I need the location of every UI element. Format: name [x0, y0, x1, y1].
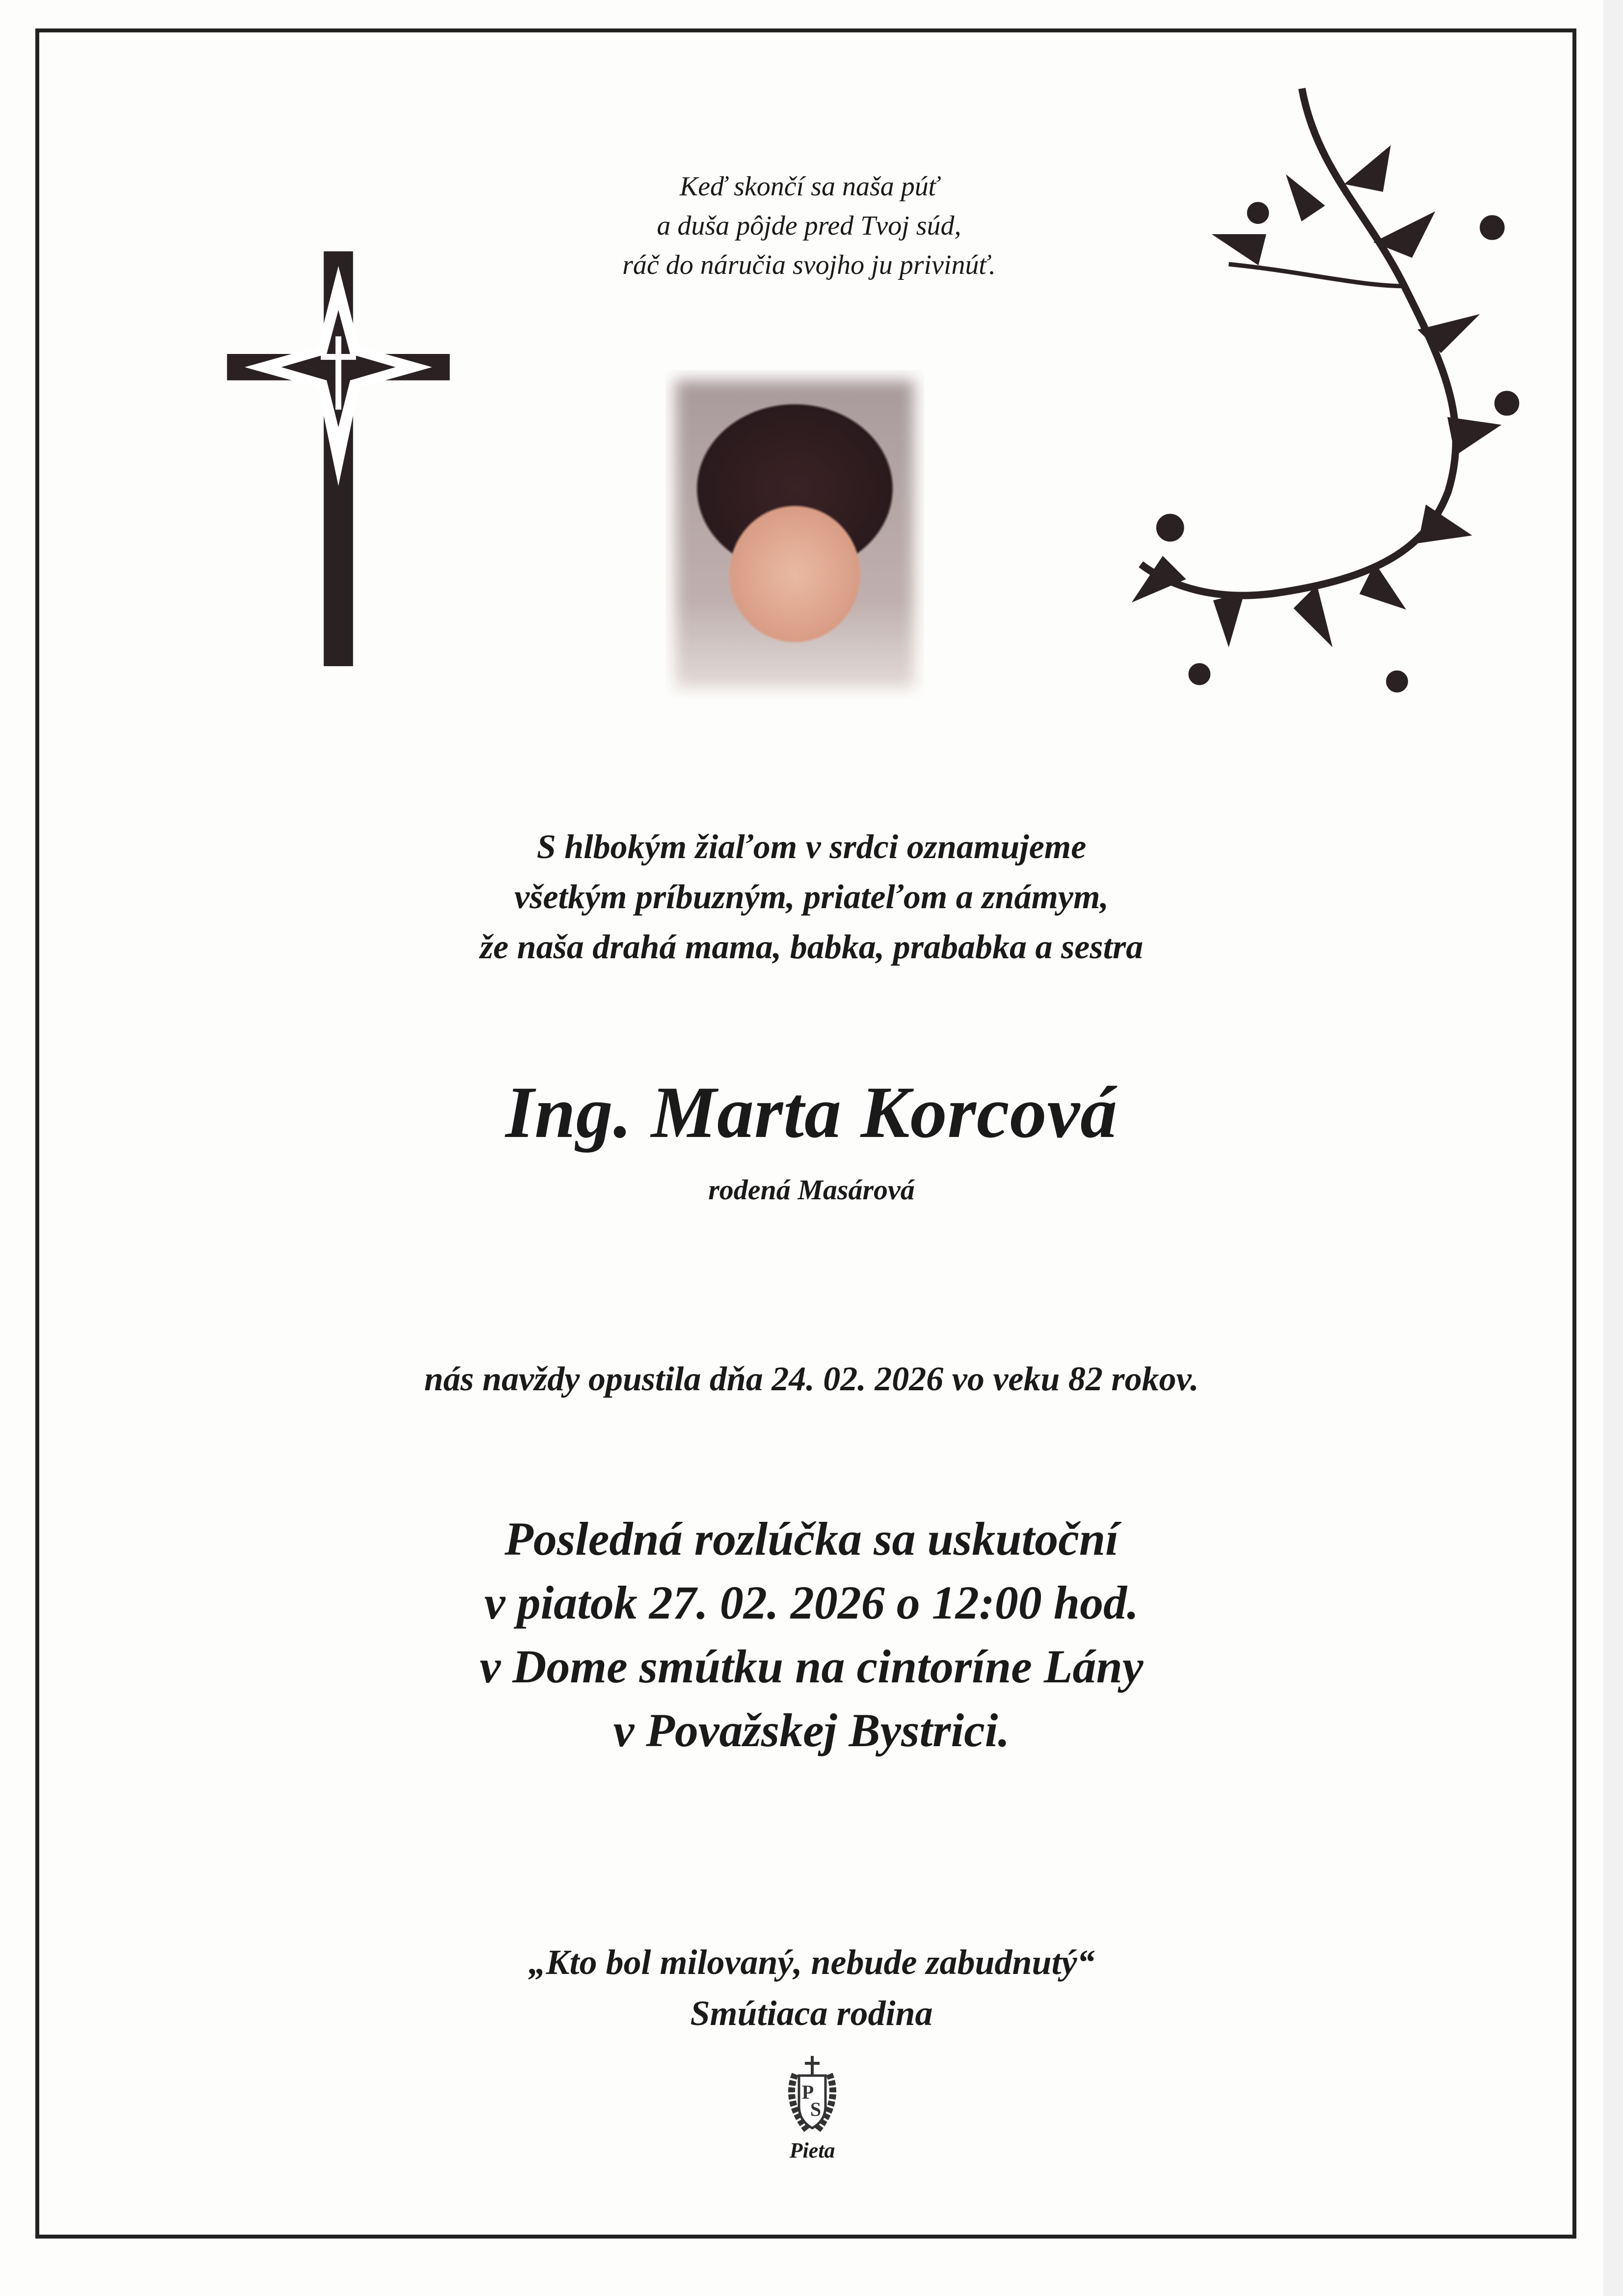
- funeral-details: [0, 1507, 1623, 1762]
- funeral-line: v piatok 27. 02. 2026 o 12:00 hod.: [484, 1576, 1139, 1629]
- deceased-name: Ing. Marta Korcová: [505, 1072, 1118, 1153]
- svg-text:S: S: [810, 2098, 822, 2120]
- death-notice: nás navždy opustila dňa 24. 02. 2026 vo veku 82 rokov.: [424, 1360, 1199, 1398]
- closing: [0, 1937, 1623, 2039]
- verse-line: a duša pôjde pred Tvoj súd,: [657, 211, 961, 241]
- cross-icon: [227, 251, 450, 666]
- maiden-name: rodená Masárová: [708, 1174, 915, 1206]
- announcement-line: všetkým príbuzným, priateľom a známym,: [514, 878, 1109, 916]
- announcement-line: S hlbokým žiaľom v srdci oznamujeme: [536, 828, 1087, 866]
- closing-quote: „Kto bol milovaný, nebude zabudnutý“: [528, 1943, 1095, 1982]
- funeral-line: v Dome smútku na cintoríne Lány: [479, 1640, 1144, 1693]
- pieta-logo-icon: [780, 2052, 844, 2140]
- announcement: [0, 822, 1623, 972]
- pieta-logo-text: Pieta: [789, 2138, 835, 2162]
- funeral-line: v Považskej Bystrici.: [613, 1704, 1010, 1756]
- verse-line: Keď skončí sa naša púť: [679, 171, 939, 202]
- signature: Smútiaca rodina: [690, 1994, 933, 2033]
- svg-text:P: P: [801, 2081, 814, 2103]
- funeral-line: Posledná rozlúčka sa uskutoční: [505, 1513, 1118, 1565]
- portrait-photo: [665, 370, 924, 699]
- verse-line: ráč do náručia svojho ju privinúť.: [622, 250, 996, 280]
- floral-ornament-icon: [1112, 81, 1529, 719]
- announcement-line: že naša drahá mama, babka, prababka a sestra: [479, 928, 1144, 966]
